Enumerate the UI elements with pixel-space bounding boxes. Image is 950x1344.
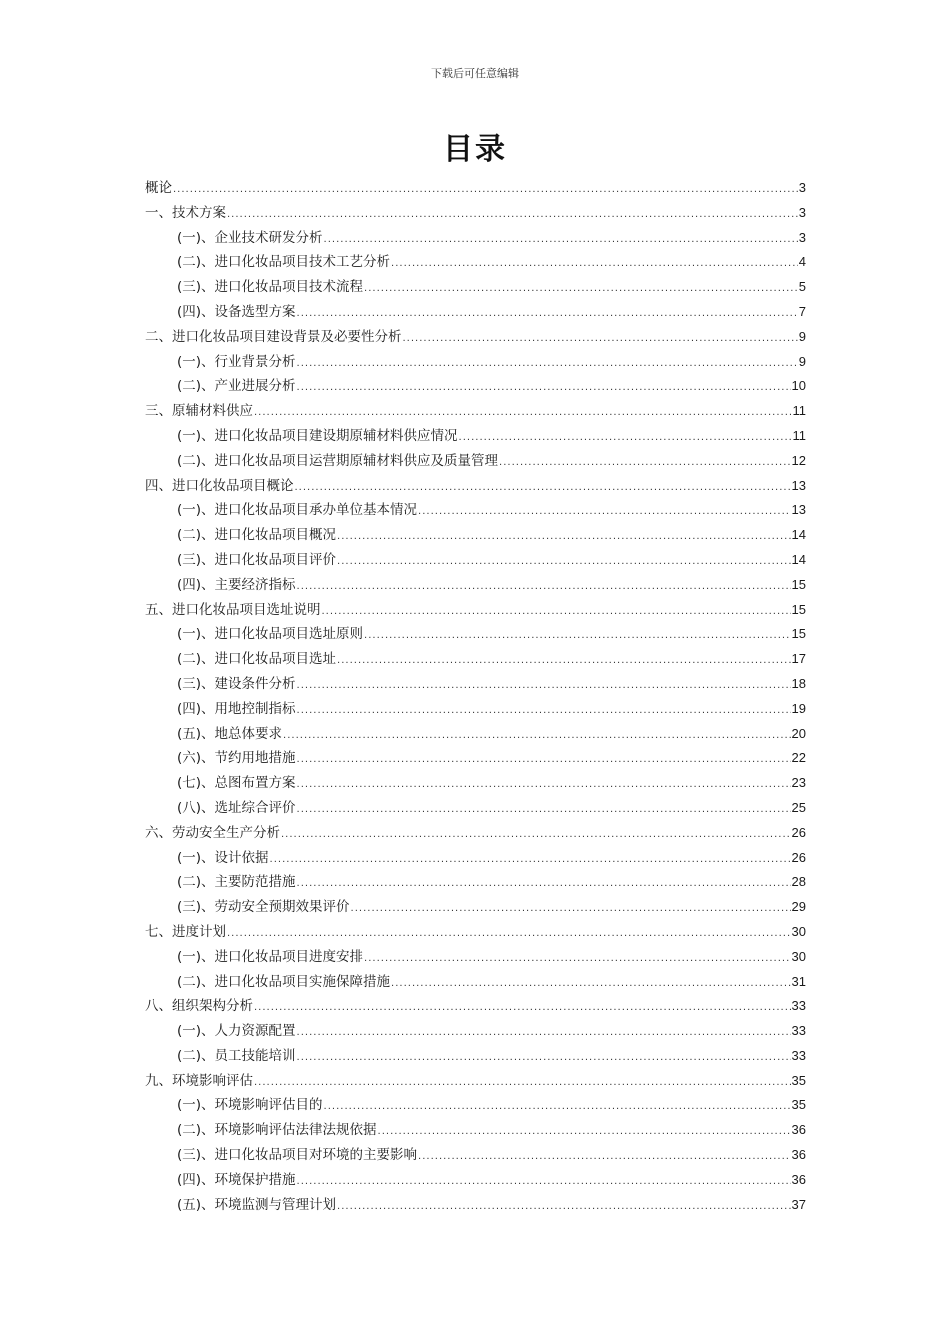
toc-entry-label: (六)、节约用地措施 [177,750,296,767]
toc-entry-label: 一、技术方案 [145,204,226,221]
toc-subentry[interactable] [145,697,806,722]
toc-entry-label: (三)、进口化妆品项目对环境的主要影响 [177,1147,418,1164]
toc-subentry[interactable] [145,970,806,995]
toc-page-number: 22 [791,750,806,766]
toc-page-number: 14 [791,551,806,567]
toc-page-number: 14 [791,527,806,543]
toc-entry[interactable] [145,994,806,1019]
toc-page-number: 13 [791,502,806,518]
toc-page-number: 31 [791,973,806,989]
toc-dot-leader [324,1095,791,1118]
toc-page-number: 37 [791,1196,806,1212]
toc-dot-leader [281,823,791,846]
toc-entry-label: (二)、进口化妆品项目技术工艺分析 [177,254,391,271]
toc-entry-label: (一)、环境影响评估目的 [177,1097,323,1114]
toc-subentry[interactable] [145,300,806,325]
toc-page-number: 28 [791,874,806,890]
toc-subentry[interactable] [145,250,806,275]
toc-dot-leader [391,252,798,275]
toc-subentry[interactable] [145,746,806,771]
toc-page-number: 10 [791,378,806,394]
toc-subentry[interactable] [145,1093,806,1118]
toc-subentry[interactable] [145,647,806,672]
toc-entry-label: (七)、总图布置方案 [177,775,296,792]
toc-subentry[interactable] [145,449,806,474]
toc-subentry[interactable] [145,573,806,598]
toc-page-number: 35 [791,1097,806,1113]
toc-entry[interactable] [145,598,806,623]
toc-entry-label: 五、进口化妆品项目选址说明 [145,601,321,618]
toc-subentry[interactable] [145,1118,806,1143]
toc-entry-label: 概论 [145,180,172,196]
toc-subentry[interactable] [145,945,806,970]
toc-subentry[interactable] [145,846,806,871]
toc-dot-leader [297,1170,791,1193]
toc-entry-label: (一)、进口化妆品项目选址原则 [177,626,364,643]
toc-dot-leader [270,848,791,871]
toc-entry-label: 三、原辅材料供应 [145,403,253,420]
toc-entry-label: (二)、进口化妆品项目选址 [177,651,337,668]
toc-page-number: 3 [798,180,806,195]
toc-page-number: 36 [791,1171,806,1187]
toc-subentry[interactable] [145,722,806,747]
toc-page-number: 19 [791,700,806,716]
toc-page-number: 33 [791,998,806,1014]
toc-page-number: 13 [791,477,806,493]
toc-page-number: 25 [791,799,806,815]
toc-entry-label: 四、进口化妆品项目概论 [145,477,294,494]
toc-entry[interactable] [145,474,806,499]
toc-entry-label: (二)、进口化妆品项目实施保障措施 [177,973,391,990]
toc-entry-label: (五)、环境监测与管理计划 [177,1196,337,1213]
toc-entry-label: (一)、企业技术研发分析 [177,229,323,246]
toc-entry-label: (三)、进口化妆品项目技术流程 [177,279,364,296]
toc-entry-label: (三)、建设条件分析 [177,675,296,692]
toc-dot-leader [297,773,791,796]
toc-dot-leader [173,178,798,201]
toc-entry-label: (一)、进口化妆品项目进度安排 [177,948,364,965]
toc-page-number: 18 [791,675,806,691]
toc-dot-leader [254,1071,791,1094]
toc-subentry[interactable] [145,498,806,523]
toc-dot-leader [297,352,798,375]
toc-subentry[interactable] [145,424,806,449]
toc-page-number: 35 [791,1072,806,1088]
toc-subentry[interactable] [145,374,806,399]
toc-page-number: 15 [791,576,806,592]
toc-page-number: 15 [791,626,806,642]
toc-page-number: 30 [791,948,806,964]
header-note: 下载后可任意编辑 [431,67,519,80]
toc-dot-leader [391,972,790,995]
toc-dot-leader [378,1120,791,1143]
toc-page-number: 33 [791,1023,806,1039]
toc-page-number: 36 [791,1122,806,1138]
toc-dot-leader [254,401,792,424]
toc-dot-leader [337,649,790,672]
toc-entry-label: (一)、行业背景分析 [177,353,296,370]
toc-subentry[interactable] [145,771,806,796]
toc-entry-label: (一)、人力资源配置 [177,1023,296,1040]
toc-subentry[interactable] [145,622,806,647]
toc-entry-label: (三)、进口化妆品项目评价 [177,551,337,568]
toc-subentry[interactable] [145,1193,806,1218]
toc-dot-leader [337,1195,790,1218]
toc-subentry[interactable] [145,870,806,895]
toc-dot-leader [297,575,791,598]
toc-entry-label: (二)、进口化妆品项目概况 [177,527,337,544]
toc-page-number: 9 [798,328,806,344]
toc-dot-leader [459,426,792,449]
toc-dot-leader [297,1046,791,1069]
toc-page-number: 11 [792,403,806,419]
toc-dot-leader [364,947,790,970]
toc-entry-label: (八)、选址综合评价 [177,799,296,816]
toc-entry-label: (二)、环境影响评估法律法规依据 [177,1122,377,1139]
toc-dot-leader [297,1021,791,1044]
toc-dot-leader [322,600,791,623]
toc-dot-leader [418,500,790,523]
toc-entry-label: (二)、进口化妆品项目运营期原辅材料供应及质量管理 [177,452,499,469]
toc-page-number: 3 [798,229,806,245]
toc-entry[interactable] [145,201,806,226]
toc-entry-label: (四)、设备选型方案 [177,303,296,320]
page-title: 目录 [443,132,507,167]
toc-entry-label: (四)、主要经济指标 [177,576,296,593]
toc-entry[interactable] [145,176,806,201]
toc-dot-leader [337,525,790,548]
toc-subentry[interactable] [145,672,806,697]
toc-entry-label: 二、进口化妆品项目建设背景及必要性分析 [145,328,402,345]
toc-list [145,176,806,1217]
toc-entry[interactable] [145,920,806,945]
toc-subentry[interactable] [145,523,806,548]
toc-dot-leader [337,550,790,573]
toc-subentry[interactable] [145,548,806,573]
toc-subentry[interactable] [145,895,806,920]
toc-page-number: 11 [792,427,806,443]
toc-page-number: 26 [791,824,806,840]
toc-dot-leader [297,376,791,399]
toc-dot-leader [297,674,791,697]
toc-page-number: 26 [791,849,806,865]
toc-page-number: 3 [798,204,806,220]
toc-entry-label: (二)、产业进展分析 [177,378,296,395]
toc-subentry[interactable] [145,1019,806,1044]
toc-entry-label: (四)、用地控制指标 [177,700,296,717]
toc-page-number: 12 [791,452,806,468]
toc-entry-label: (一)、设计依据 [177,849,269,866]
toc-page-number: 20 [791,725,806,741]
toc-dot-leader [351,897,791,920]
toc-entry[interactable] [145,821,806,846]
toc-entry-label: 八、组织架构分析 [145,998,253,1015]
toc-page-number: 7 [798,303,806,319]
toc-subentry[interactable] [145,275,806,300]
toc-page-number: 36 [791,1147,806,1163]
toc-dot-leader [254,996,791,1019]
toc-dot-leader [227,203,798,226]
toc-dot-leader [364,277,798,300]
toc-entry[interactable] [145,1069,806,1094]
toc-entry-label: 七、进度计划 [145,923,226,940]
toc-dot-leader [297,302,798,325]
toc-page-number: 23 [791,775,806,791]
toc-page-number: 4 [798,254,806,270]
toc-dot-leader [295,476,791,499]
toc-page-number: 33 [791,1047,806,1063]
toc-entry-label: 六、劳动安全生产分析 [145,824,280,841]
toc-subentry[interactable] [145,226,806,251]
toc-dot-leader [297,748,791,771]
toc-entry-label: (五)、地总体要求 [177,725,283,742]
toc-page-number: 5 [798,279,806,295]
toc-entry-label: (三)、劳动安全预期效果评价 [177,899,350,916]
toc-dot-leader [324,228,798,251]
toc-subentry[interactable] [145,1168,806,1193]
toc-dot-leader [418,1145,790,1168]
toc-dot-leader [297,699,791,722]
toc-entry[interactable] [145,399,806,424]
toc-dot-leader [364,624,790,647]
toc-page-number: 17 [791,651,806,667]
toc-dot-leader [283,724,790,747]
toc-entry[interactable] [145,325,806,350]
toc-dot-leader [227,922,791,945]
toc-subentry[interactable] [145,1143,806,1168]
toc-subentry[interactable] [145,350,806,375]
toc-page-number: 9 [798,353,806,369]
toc-entry-label: 九、环境影响评估 [145,1072,253,1089]
toc-entry-label: (二)、员工技能培训 [177,1047,296,1064]
toc-subentry[interactable] [145,1044,806,1069]
toc-page-number: 29 [791,899,806,915]
toc-page-number: 30 [791,923,806,939]
toc-dot-leader [297,872,791,895]
toc-dot-leader [297,798,791,821]
toc-entry-label: (四)、环境保护措施 [177,1171,296,1188]
toc-entry-label: (二)、主要防范措施 [177,874,296,891]
toc-entry-label: (一)、进口化妆品项目建设期原辅材料供应情况 [177,427,458,444]
toc-dot-leader [499,451,790,474]
toc-subentry[interactable] [145,796,806,821]
toc-dot-leader [403,327,798,350]
toc-entry-label: (一)、进口化妆品项目承办单位基本情况 [177,502,418,519]
toc-page-number: 15 [791,601,806,617]
